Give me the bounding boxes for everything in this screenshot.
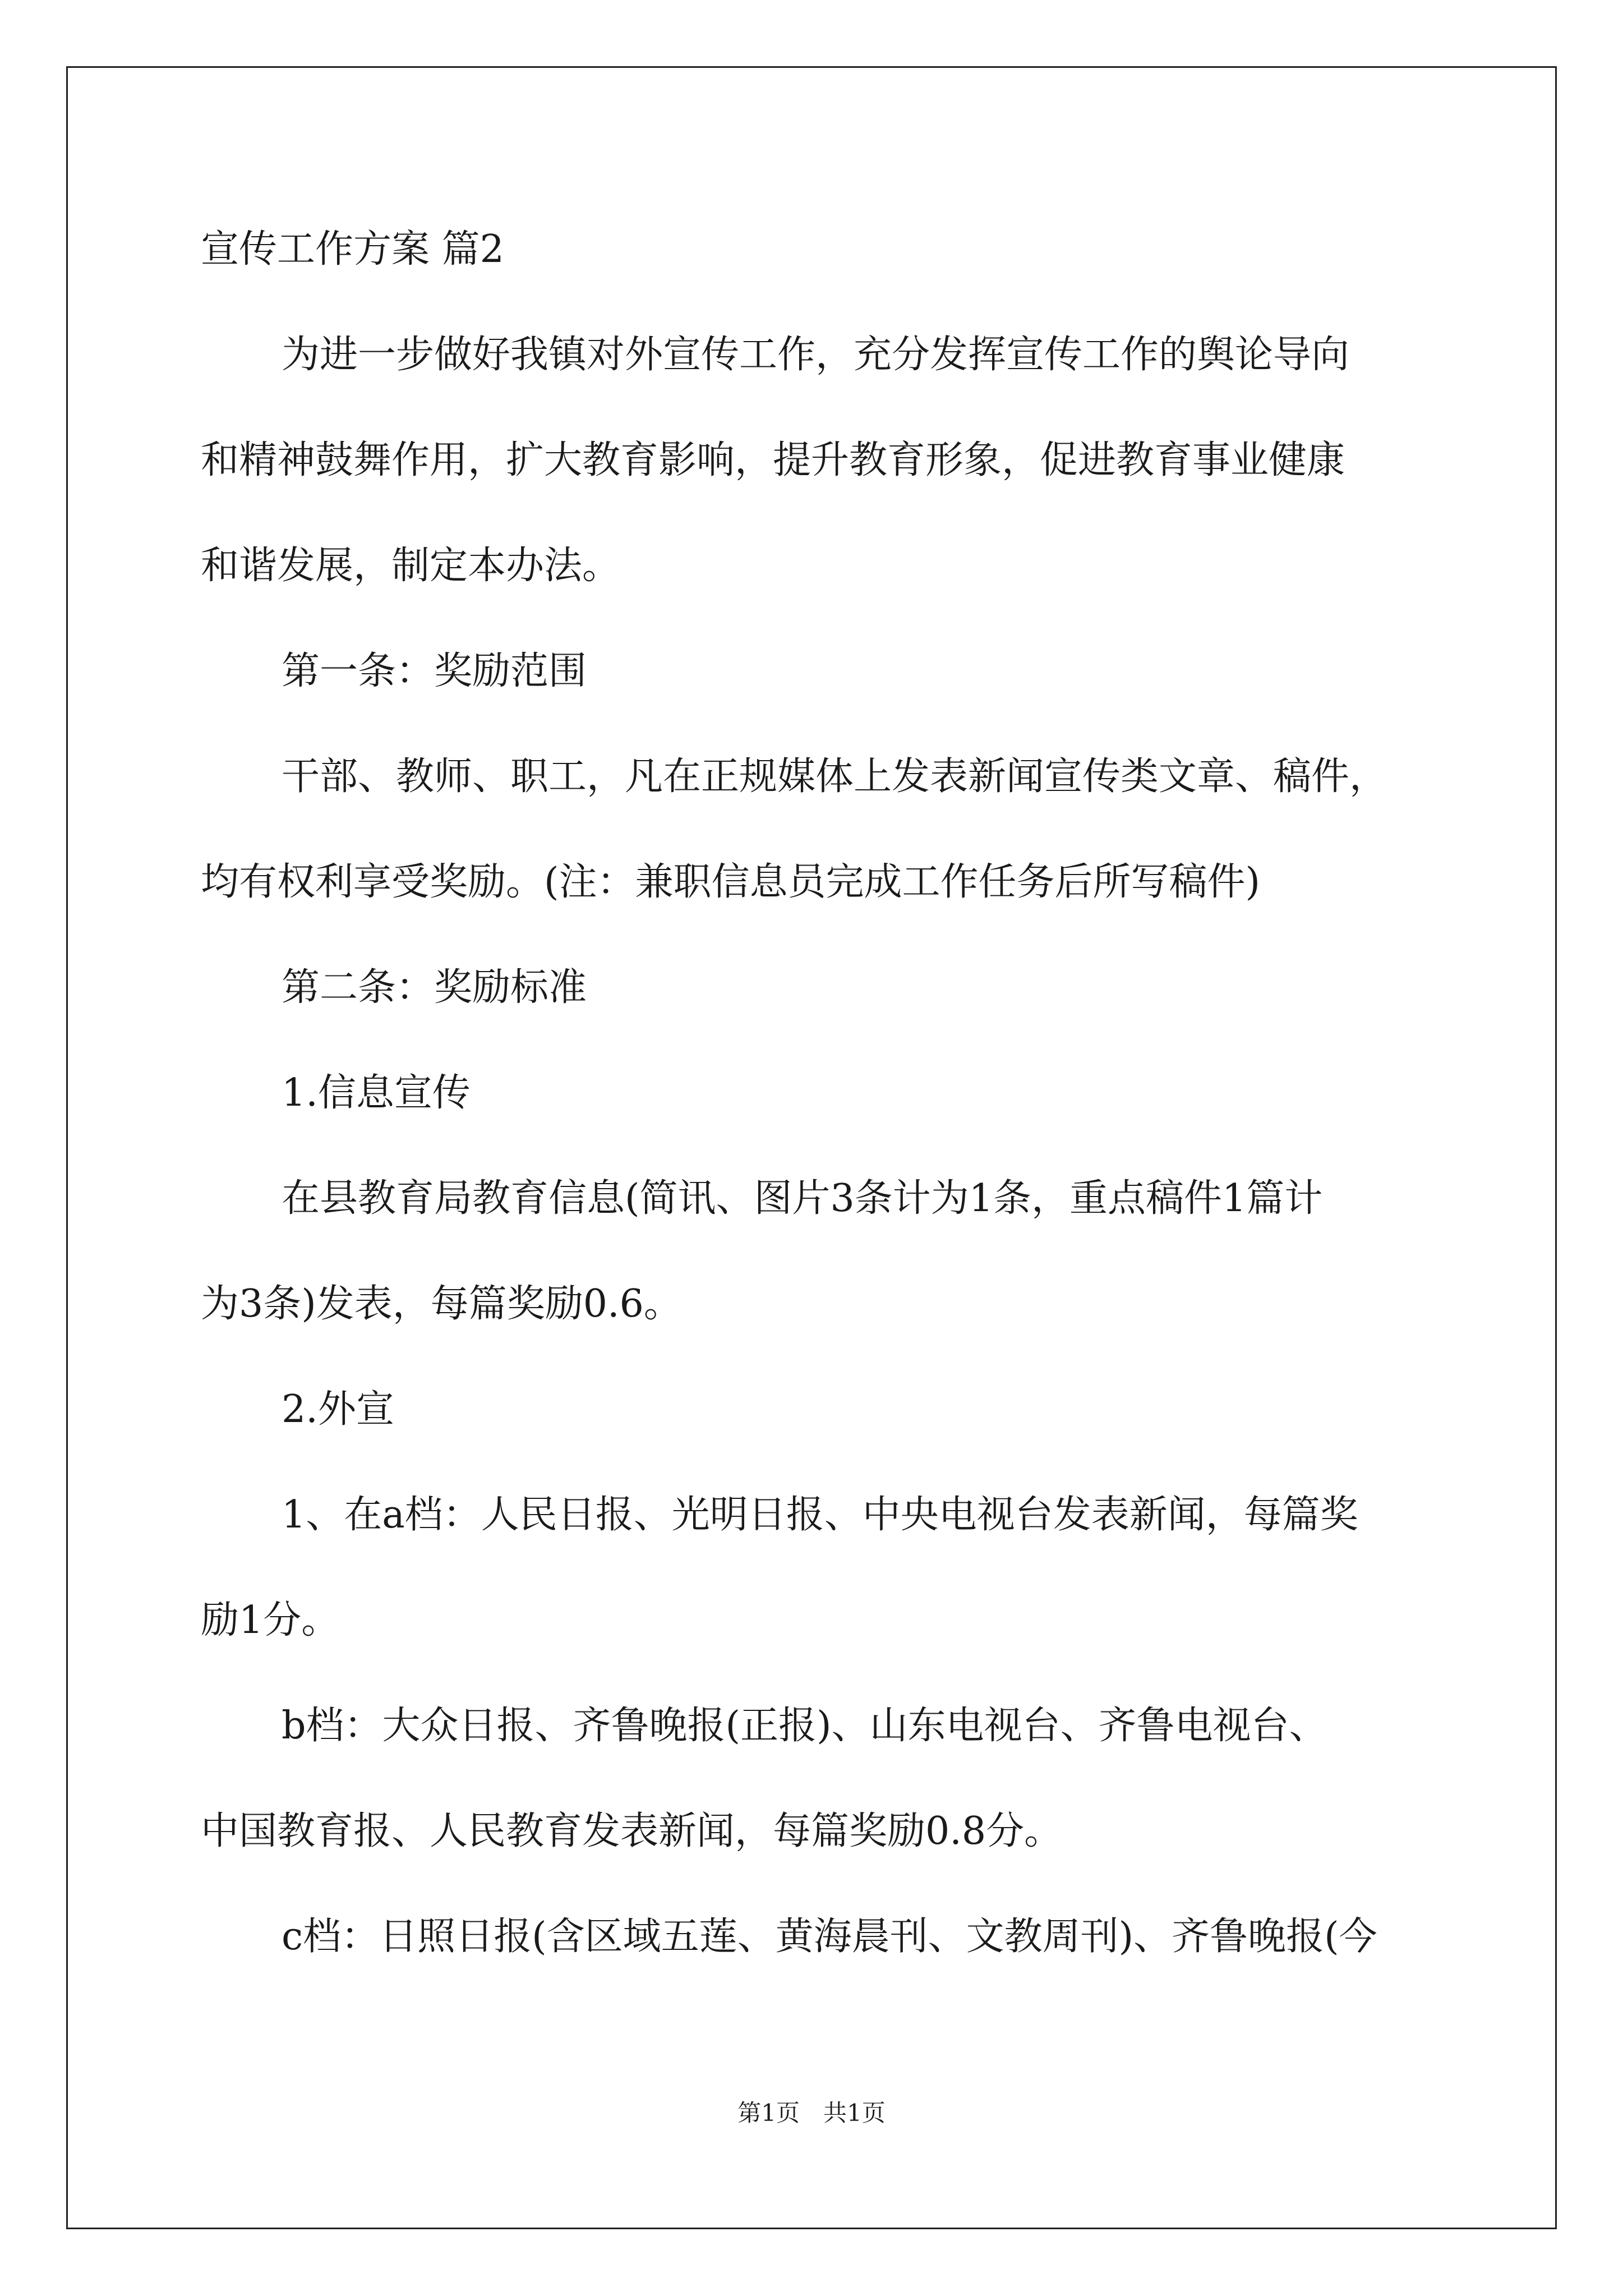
page-footer: 第1页 共1页 — [737, 2099, 886, 2127]
paragraph-intro-line-1: 为进一步做好我镇对外宣传工作，充分发挥宣传工作的舆论导向 — [282, 333, 1350, 377]
paragraph-intro-line-2: 和精神鼓舞作用，扩大教育影响，提升教育形象，促进教育事业健康 — [201, 438, 1345, 482]
paragraph-info-line-1: 在县教育局教育信息(简讯、图片3条计为1条，重点稿件1篇计 — [282, 1176, 1323, 1221]
paragraph-intro-line-3: 和谐发展，制定本办法。 — [201, 544, 621, 588]
paragraph-tier-b-line-2: 中国教育报、人民教育发表新闻，每篇奖励0.8分。 — [201, 1809, 1063, 1853]
subheading-info-publicity: 1.信息宣传 — [282, 1071, 471, 1115]
paragraph-info-line-2: 为3条)发表，每篇奖励0.6。 — [201, 1282, 682, 1326]
section-heading-article-2: 第二条：奖励标准 — [282, 965, 587, 1010]
paragraph-scope-line-2: 均有权利享受奖励。(注：兼职信息员完成工作任务后所写稿件) — [201, 860, 1261, 904]
paragraph-tier-b-line-1: b档：大众日报、齐鲁晚报(正报)、山东电视台、齐鲁电视台、 — [282, 1704, 1327, 1748]
paragraph-tier-a-line-2: 励1分。 — [201, 1598, 340, 1642]
document-title: 宣传工作方案 篇2 — [201, 227, 504, 272]
paragraph-tier-a-line-1: 1、在a档：人民日报、光明日报、中央电视台发表新闻，每篇奖 — [282, 1493, 1358, 1537]
page-border — [66, 66, 1557, 2229]
subheading-external-publicity: 2.外宣 — [282, 1387, 394, 1432]
paragraph-scope-line-1: 干部、教师、职工，凡在正规媒体上发表新闻宣传类文章、稿件， — [282, 754, 1388, 799]
section-heading-article-1: 第一条：奖励范围 — [282, 649, 587, 693]
paragraph-tier-c-line-1: c档：日照日报(含区域五莲、黄海晨刊、文教周刊)、齐鲁晚报(今 — [282, 1915, 1377, 1959]
